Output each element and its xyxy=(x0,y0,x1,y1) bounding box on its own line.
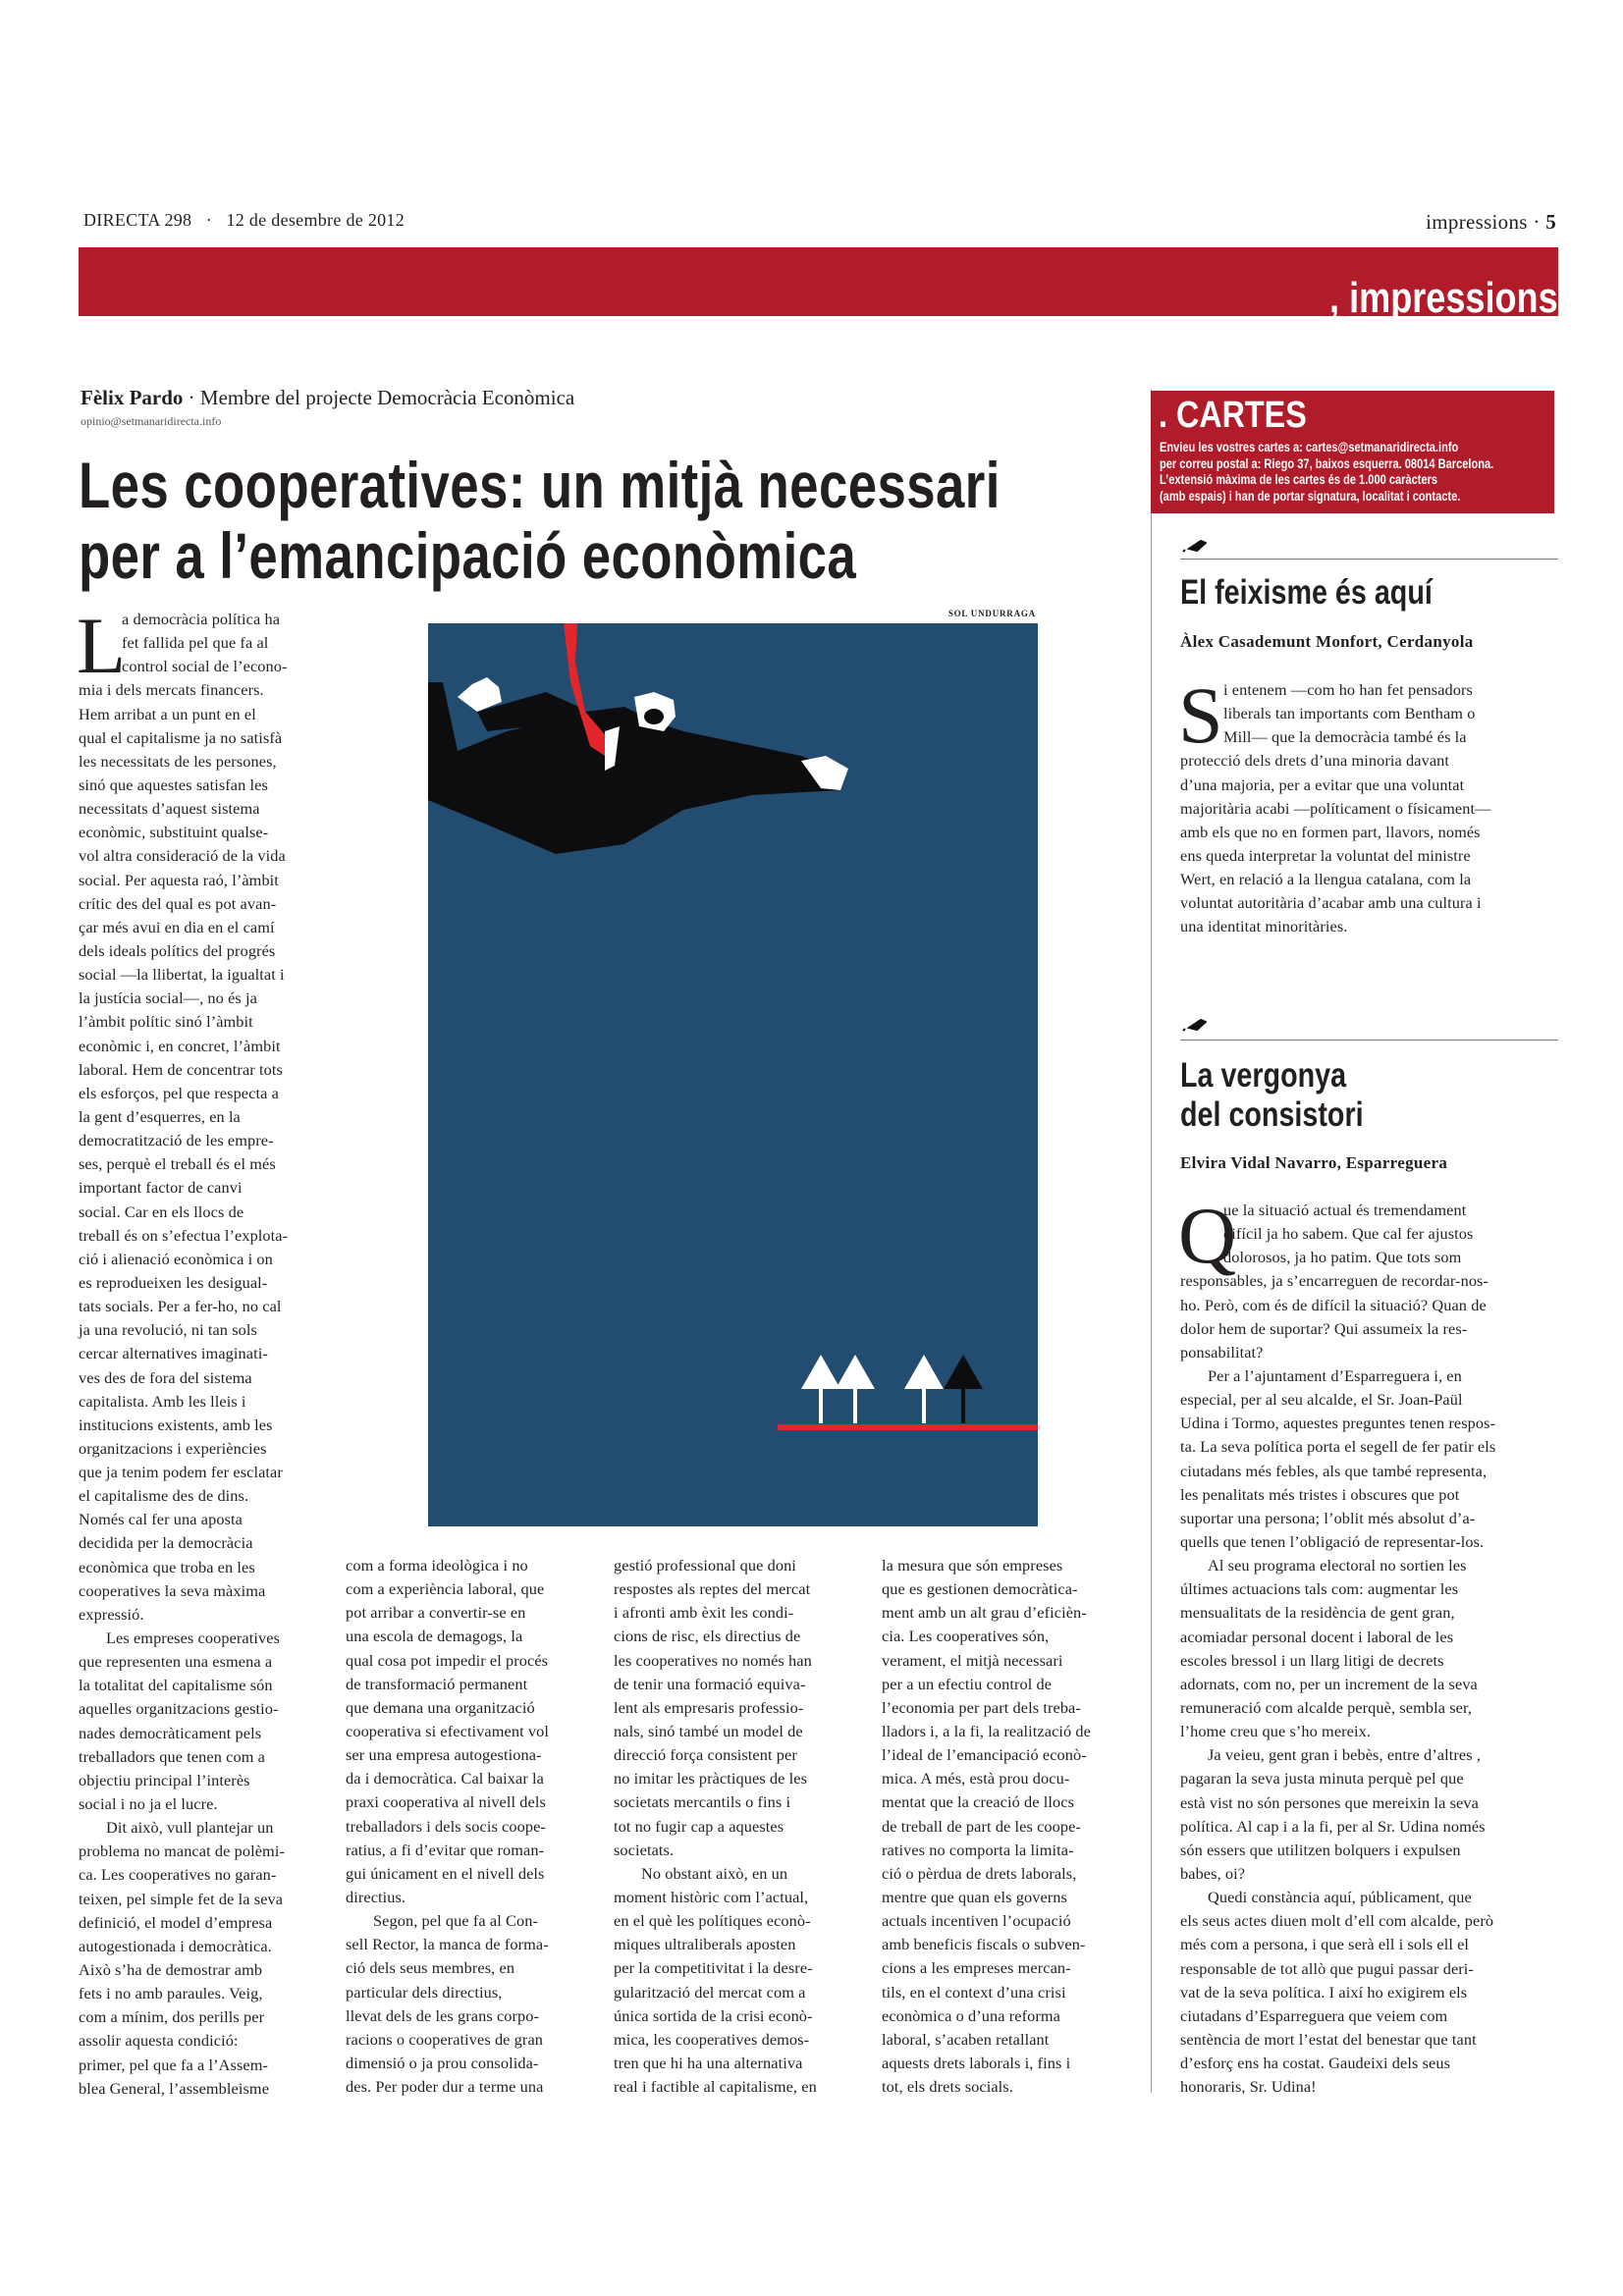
issue-number: DIRECTA 298 xyxy=(83,210,192,230)
text-line: capitalista. Amb les lleis i xyxy=(79,1391,246,1411)
text-line: societats mercantils o fins i xyxy=(614,1792,791,1812)
text-line: tats socials. Per a fer-ho, no cal xyxy=(79,1297,282,1316)
text-line: econòmica o d’una reforma xyxy=(882,2005,1060,2025)
letter-author: Àlex Casademunt Monfort, Cerdanyola xyxy=(1180,632,1474,651)
letter-divider xyxy=(1180,1040,1558,1041)
text-line: aquests drets laborals i, fins i xyxy=(882,2053,1071,2072)
cartes-info xyxy=(1160,440,1493,505)
section-banner-label: , impressions xyxy=(1329,274,1558,322)
text-line: teixen, pel simple fet de la seva xyxy=(79,1889,284,1908)
text-line: majoritària acabi —políticament o físicament— xyxy=(1180,798,1491,818)
letter-body xyxy=(1178,1191,1496,2099)
text-line: social. Per aquesta raó, l’àmbit xyxy=(79,870,279,889)
text-line: directius. xyxy=(346,1887,406,1906)
text-line: amb beneficis fiscals o subven- xyxy=(882,1935,1086,1954)
text-line: Hem arribat a un punt en el xyxy=(79,704,256,723)
text-line: treballadors i dels socis coope- xyxy=(346,1816,546,1836)
text-line: ens queda interpretar la voluntat del ministre xyxy=(1180,845,1471,865)
text-line: protecció dels drets d’una minoria davant xyxy=(1180,751,1450,771)
text-line: actuals incentiven l’ocupació xyxy=(882,1911,1071,1931)
issue-date: 12 de desembre de 2012 xyxy=(226,210,406,230)
text-line: d’una majoria, per a evitar que una voluntat xyxy=(1180,774,1465,794)
text-line: autogestionada i democràtica. xyxy=(79,1936,272,1955)
text-line: mentre que quan els governs xyxy=(882,1887,1067,1906)
text-lines xyxy=(1180,1199,1495,2099)
text-line: social —la llibertat, la igualtat i xyxy=(79,965,285,985)
text-line: dimensió o ja prou consolida- xyxy=(346,2053,539,2072)
text-line: adornats, com no, per un increment de la seva xyxy=(1180,1674,1478,1693)
text-line: expressió. xyxy=(79,1604,144,1624)
text-line: verament, el mitjà necessari xyxy=(882,1650,1063,1670)
text-line: econòmic i, en concret, l’àmbit xyxy=(79,1036,281,1055)
text-line: escoles bressol i un llarg litigi de decrets xyxy=(1180,1650,1444,1670)
text-line: aquelles organitzacions gestio- xyxy=(79,1699,279,1719)
text-line: les cooperatives no només han xyxy=(614,1650,812,1670)
text-line: moment històric com l’actual, xyxy=(614,1887,809,1906)
text-line: çar més avui en dia en el camí xyxy=(79,917,275,936)
drop-cap: L xyxy=(77,601,127,690)
text-line: Per a l’ajuntament d’Esparreguera i, en xyxy=(1208,1365,1462,1385)
text-line: gularització del mercat com a xyxy=(614,1982,806,2002)
text-line: de treball de part de les coope- xyxy=(882,1816,1082,1836)
text-line: econòmica que troba en les xyxy=(79,1557,255,1576)
text-line: la gent d’esquerres, en la xyxy=(79,1106,241,1126)
text-line: Les empreses cooperatives xyxy=(106,1629,280,1648)
text-line: ment amb un alt grau d’eficièn- xyxy=(882,1603,1087,1623)
author-name: Fèlix Pardo xyxy=(81,386,184,409)
text-line: Això s’ha de demostrar amb xyxy=(79,1960,263,1980)
cartes-info-line: L’extensió màxima de les cartes és de 1.000 caràcters xyxy=(1160,472,1438,487)
text-line: ponsabilitat? xyxy=(1180,1342,1264,1362)
text-line: les necessitats de les persones, xyxy=(79,751,277,771)
text-line: Al seu programa electoral no sortien les xyxy=(1208,1556,1467,1575)
text-line: ció o pèrdua de drets laborals, xyxy=(882,1863,1077,1883)
text-line: cooperativa si efectivament vol xyxy=(346,1721,549,1740)
text-line: fet fallida pel que fa al xyxy=(122,633,269,653)
text-line: mica, les cooperatives demos- xyxy=(614,2029,810,2049)
text-line: econòmic, substituint qualse- xyxy=(79,823,269,842)
text-lines xyxy=(77,601,289,2101)
text-line: tot, els drets socials. xyxy=(882,2077,1013,2097)
text-line: treballadors que tenen com a xyxy=(79,1746,265,1766)
text-line: lent als empresaris professio- xyxy=(614,1697,804,1717)
separator: · xyxy=(188,386,195,409)
text-line: tren que hi ha una alternativa xyxy=(614,2053,803,2072)
text-line: sentència de mort l’estat del benestar que tant xyxy=(1180,2029,1477,2049)
text-line: Udina i Tormo, aquestes preguntes tenen respos- xyxy=(1180,1414,1496,1433)
text-line: ció dels seus membres, en xyxy=(346,1958,515,1978)
text-line: la totalitat del capitalisme són xyxy=(79,1676,273,1695)
folio-left xyxy=(83,210,405,231)
text-line: ho. Però, com és de difícil la situació? Quan de xyxy=(1180,1295,1487,1314)
text-line: són essers que utilitzen bolquers i expulsen xyxy=(1180,1840,1461,1859)
text-lines xyxy=(882,1554,1091,2099)
text-line: pot arribar a convertir-se en xyxy=(346,1603,526,1623)
text-line: Quedi constància aquí, públicament, que xyxy=(1208,1888,1472,1907)
text-line: ció i alienació econòmica i on xyxy=(79,1249,273,1268)
letter-author: Elvira Vidal Navarro, Esparreguera xyxy=(1180,1153,1448,1172)
text-line: que representen una esmena a xyxy=(79,1652,273,1672)
separator: · xyxy=(205,210,213,230)
text-line: Només cal fer una aposta xyxy=(79,1510,243,1529)
text-line: sinó que aquestes satisfan les xyxy=(79,774,268,794)
letter-title: El feixisme és aquí xyxy=(1180,573,1433,612)
text-line: l’economia per part dels treba- xyxy=(882,1697,1081,1717)
text-line: una identitat minoritàries. xyxy=(1180,917,1348,936)
text-line: objectiu principal l’interès xyxy=(79,1770,250,1789)
article-column-1 xyxy=(77,601,289,2101)
text-line: que ja tenim podem fer esclatar xyxy=(79,1463,283,1482)
pen-icon xyxy=(1181,538,1207,554)
text-line: en el què les polítiques econò- xyxy=(614,1911,811,1931)
text-line: blea General, l’assembleisme xyxy=(79,2078,270,2098)
title-line: del consistori xyxy=(1180,1095,1364,1134)
text-line: tils, en el context d’una crisi xyxy=(882,1982,1066,2002)
text-line: liberals tan importants com Bentham o xyxy=(1223,704,1476,723)
text-line: a democràcia política ha xyxy=(122,610,281,628)
text-line: organitzacions i experiències xyxy=(79,1438,267,1458)
text-line: respostes als reptes del mercat xyxy=(614,1579,811,1599)
letter-body xyxy=(1178,670,1491,939)
text-line: fets i no amb paraules. Veig, xyxy=(79,1984,263,2003)
drop-cap: S xyxy=(1178,670,1223,760)
text-line: pagaran la seva justa minuta perquè pel que xyxy=(1180,1769,1464,1789)
text-line: particular dels directius, xyxy=(346,1982,503,2002)
text-line: important factor de canvi xyxy=(79,1178,243,1198)
text-line: laboral, s’acaben retallant xyxy=(882,2029,1050,2049)
text-line: social. Car en els llocs de xyxy=(79,1201,244,1221)
text-line: honoraris, Sr. Udina! xyxy=(1180,2077,1317,2097)
text-lines xyxy=(614,1554,817,2099)
text-line: quells que tenen l’obligació de representar-los. xyxy=(1180,1531,1485,1551)
text-line: ses, perquè el treball és el més xyxy=(79,1154,276,1174)
text-line: cions a les empreses mercan- xyxy=(882,1958,1071,1978)
text-line: assolir aquesta condició: xyxy=(79,2031,239,2051)
text-line: difícil ja ho sabem. Que cal fer ajustos xyxy=(1223,1224,1474,1244)
text-lines xyxy=(1180,678,1490,939)
text-line: com a forma ideològica i no xyxy=(346,1556,528,1575)
text-line: voluntat autoritària d’acabar amb una cultura i xyxy=(1180,893,1482,913)
cartes-info-line: (amb espais) i han de portar signatura, localitat i contacte. xyxy=(1160,488,1461,504)
text-line: Segon, pel que fa al Con- xyxy=(373,1911,538,1931)
text-line: problema no mancat de polèmi- xyxy=(79,1842,285,1861)
text-line: gui únicament en el nivell dels xyxy=(346,1863,545,1883)
text-line: miques ultraliberals aposten xyxy=(614,1935,796,1954)
text-line: dels ideals polítics del progrés xyxy=(79,940,276,960)
text-line: ja una revolució, ni tan sols xyxy=(79,1320,257,1340)
text-line: primer, pel que fa a l’Assem- xyxy=(79,2055,269,2074)
text-line: que demana una organització xyxy=(346,1697,535,1717)
text-line: treball és on s’efectua l’explota- xyxy=(79,1225,289,1245)
text-line: acomiadar personal docent i laboral de les xyxy=(1180,1627,1454,1646)
sidebar-divider xyxy=(1151,390,1152,2093)
text-line: responsables, ja s’encarreguen de recordar-nos- xyxy=(1180,1271,1489,1291)
illustration-credit: SOL UNDURRAGA xyxy=(947,609,1036,618)
article-column-3 xyxy=(614,1554,817,2099)
text-line: des. Per poder dur a terme una xyxy=(346,2077,544,2097)
text-line: tot no fugir cap a aquestes xyxy=(614,1816,784,1836)
text-line: especial, per al seu alcalde, el Sr. Joan-Paül xyxy=(1180,1390,1463,1410)
text-line: babes, oi? xyxy=(1180,1863,1246,1883)
pen-icon xyxy=(1181,1017,1207,1033)
text-line: cercar alternatives imaginati- xyxy=(79,1344,268,1363)
separator: · xyxy=(1533,210,1541,234)
text-line: única sortida de la crisi econò- xyxy=(614,2005,813,2025)
article-byline xyxy=(81,386,574,410)
folio-right xyxy=(1426,210,1556,235)
author-role: Membre del projecte Democràcia Econòmica xyxy=(199,386,575,409)
text-line: suportar una persona; l’oblit més absolut d’a- xyxy=(1180,1508,1476,1527)
text-line: responsable de tot allò que pugui passar deri- xyxy=(1180,1958,1474,1978)
author-email: opinio@setmanaridirecta.info xyxy=(81,414,222,428)
text-line: Dit això, vull plantejar un xyxy=(106,1818,274,1838)
text-line: els esforços, pel que respecta a xyxy=(79,1083,279,1102)
text-line: nades democràticament pels xyxy=(79,1723,262,1742)
text-line: dolor hem de suportar? Qui assumeix la res- xyxy=(1180,1318,1468,1338)
title-line: La vergonya xyxy=(1180,1056,1347,1095)
text-line: la justícia social—, no és ja xyxy=(79,988,257,1008)
text-line: no imitar les pràctiques de les xyxy=(614,1769,808,1789)
text-line: es reprodueixen les desigual- xyxy=(79,1272,268,1292)
text-lines xyxy=(346,1554,549,2099)
text-line: societats. xyxy=(614,1840,675,1859)
text-line: institucions existents, amb les xyxy=(79,1415,273,1434)
text-line: l’àmbit polític sinó l’àmbit xyxy=(79,1012,253,1032)
drop-cap: Q xyxy=(1178,1191,1237,1280)
text-line: crític des del qual es pot avan- xyxy=(79,893,277,913)
text-line: està vist no són persones que mereixin la seva xyxy=(1180,1792,1479,1812)
text-line: per la competitivitat i la desre- xyxy=(614,1958,813,1978)
text-line: més com a persona, i que serà ell i sols ell el xyxy=(1180,1935,1470,1954)
text-line: definició, el model d’empresa xyxy=(79,1912,273,1932)
text-line: vat de la seva política. I així ho exigirem els xyxy=(1180,1982,1468,2002)
text-line: ue la situació actual és tremendament xyxy=(1223,1201,1467,1219)
text-line: una escola de demagogs, la xyxy=(346,1627,523,1646)
cartes-box xyxy=(1151,391,1554,513)
text-line: i afronti amb èxit les condi- xyxy=(614,1603,794,1623)
text-line: social i no ja el lucre. xyxy=(79,1794,218,1814)
text-line: el capitalisme des de dins. xyxy=(79,1486,249,1506)
text-line: real i factible al capitalisme, en xyxy=(614,2077,817,2097)
article-column-4 xyxy=(882,1554,1091,2099)
text-line: Ja veieu, gent gran i bebès, entre d’altres , xyxy=(1208,1745,1482,1765)
text-line: mentat que la creació de llocs xyxy=(882,1792,1075,1812)
text-line: qual el capitalisme ja no satisfà xyxy=(79,727,283,747)
page-number: 5 xyxy=(1545,210,1556,234)
text-line: ves des de fora del sistema xyxy=(79,1367,252,1387)
text-line: que es gestionen democràtica- xyxy=(882,1579,1078,1599)
text-line: democratització de les empre- xyxy=(79,1131,274,1150)
letter-divider xyxy=(1180,559,1558,560)
title-line: per a l’emancipació econòmica xyxy=(79,519,857,592)
text-line: cia. Les cooperatives són, xyxy=(882,1627,1050,1646)
text-line: últimes actuacions tals com: augmentar les xyxy=(1180,1579,1459,1599)
text-line: praxi cooperativa al nivell dels xyxy=(346,1792,546,1812)
text-line: ciutadans d’Esparreguera que veiem com xyxy=(1180,2005,1448,2025)
article-column-2 xyxy=(346,1554,549,2099)
text-line: cions de risc, els directius de xyxy=(614,1627,801,1646)
text-line: decidida per la democràcia xyxy=(79,1533,253,1553)
cartes-title: . CARTES xyxy=(1159,395,1307,436)
text-line: ser una empresa autogestiona- xyxy=(346,1745,542,1765)
text-line: d’esforç ens ha costat. Gaudeixi dels seus xyxy=(1180,2054,1451,2073)
section-name: impressions xyxy=(1426,210,1528,234)
text-line: remuneració com alcalde perquè, sembla ser, xyxy=(1180,1697,1473,1717)
text-line: per a un efectiu control de xyxy=(882,1674,1053,1693)
ground-line xyxy=(778,1424,1038,1430)
text-line: lladors i, a la fi, la realització de xyxy=(882,1721,1091,1740)
text-line: els seus actes diuen molt d’ell com alcalde, però xyxy=(1180,1911,1494,1931)
text-line: sell Rector, la manca de forma- xyxy=(346,1935,549,1954)
text-line: ta. La seva política porta el segell de fer patir els xyxy=(1180,1437,1496,1457)
article-title xyxy=(79,450,1001,591)
text-line: Mill— que la democràcia també és la xyxy=(1223,727,1467,747)
text-line: cooperatives la seva màxima xyxy=(79,1580,266,1600)
text-line: com a mínim, dos perills per xyxy=(79,2007,265,2027)
text-line: l’home creu que s’ho mereix. xyxy=(1180,1722,1372,1741)
text-line: Wert, en relació a la llengua catalana, com la xyxy=(1180,870,1472,889)
text-line: ca. Les cooperatives no garan- xyxy=(79,1865,277,1885)
text-line: amb els que no en formen part, llavors, només xyxy=(1180,822,1481,841)
text-line: i entenem —com ho han fet pensadors xyxy=(1223,680,1473,699)
text-line: política. Al cap i a la fi, per al Sr. Udina només xyxy=(1180,1816,1486,1836)
text-line: les penalitats més tristes i obscures que pot xyxy=(1180,1484,1460,1504)
text-line: da i democràtica. Cal baixar la xyxy=(346,1769,544,1789)
text-line: vol altra consideració de la vida xyxy=(79,846,286,866)
text-line: mensualitats de la residència de gent gran, xyxy=(1180,1603,1455,1623)
text-line: llevat dels de les grans corpo- xyxy=(346,2005,540,2025)
text-line: l’ideal de l’emancipació econò- xyxy=(882,1745,1087,1765)
cartes-info-line: per correu postal a: Riego 37, baixos esquerra. 08014 Barcelona. xyxy=(1160,455,1494,471)
text-line: ratius, a fi d’evitar que roman- xyxy=(346,1840,545,1859)
text-line: nals, sinó també un model de xyxy=(614,1721,803,1740)
text-line: mica. A més, està prou docu- xyxy=(882,1769,1070,1789)
text-line: direcció força consistent per xyxy=(614,1745,797,1765)
cartes-info-line: Envieu les vostres cartes a: cartes@setmanaridirecta.info xyxy=(1160,440,1459,454)
figure-mouth xyxy=(644,709,664,724)
illustration-falling-man xyxy=(428,623,1038,1526)
text-line: mia i dels mercats financers. xyxy=(79,680,264,700)
text-line: qual cosa pot impedir el procés xyxy=(346,1650,549,1670)
text-line: control social de l’econo- xyxy=(122,657,288,676)
title-line: Les cooperatives: un mitjà necessari xyxy=(79,449,1001,521)
text-line: ciutadans més febles, als que també representa, xyxy=(1180,1461,1488,1480)
text-line: de tenir una formació equiva- xyxy=(614,1674,806,1693)
text-line: necessitats d’aquest sistema xyxy=(79,799,260,819)
letter-title xyxy=(1180,1056,1364,1135)
text-line: la mesura que són empreses xyxy=(882,1556,1063,1575)
text-line: gestió professional que doni xyxy=(614,1556,796,1575)
text-line: ratives no comporta la limita- xyxy=(882,1840,1074,1859)
text-line: No obstant això, en un xyxy=(641,1863,788,1883)
text-line: com a experiència laboral, que xyxy=(346,1579,545,1599)
text-line: laboral. Hem de concentrar tots xyxy=(79,1059,283,1079)
text-line: de transformació permanent xyxy=(346,1674,528,1693)
text-line: racions o cooperatives de gran xyxy=(346,2029,544,2049)
text-line: dolorosos, ja ho patim. Que tots som xyxy=(1223,1248,1462,1267)
